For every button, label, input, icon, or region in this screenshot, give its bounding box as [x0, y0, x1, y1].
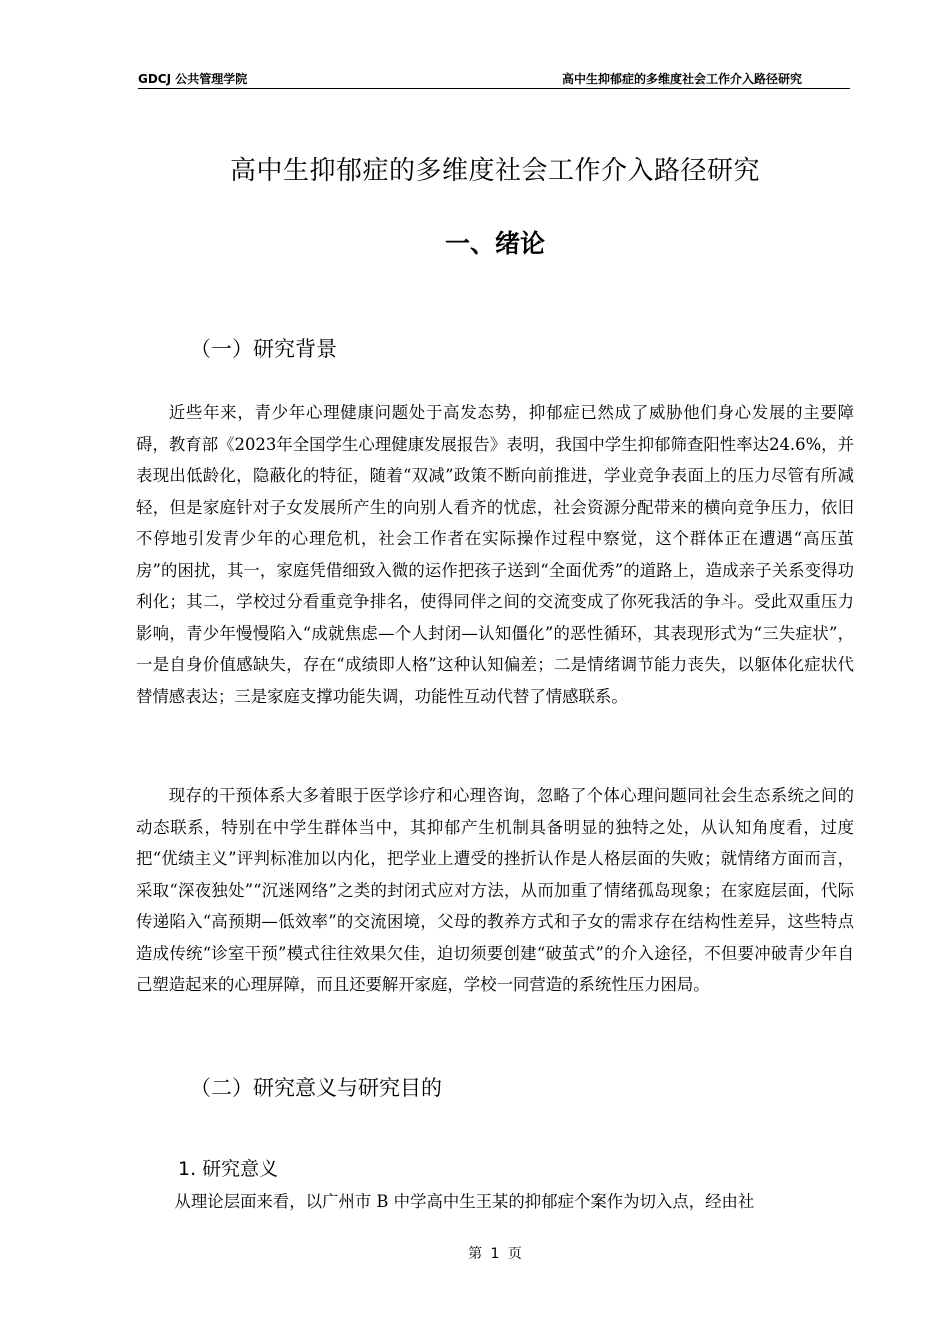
header-institution: GDCJ 公共管理学院 [138, 72, 248, 86]
subsection-heading: 1. 研究意义 [178, 1158, 279, 1180]
chapter-heading: 一、绪论 [444, 229, 545, 258]
section-heading-background: （一）研究背景 [190, 337, 337, 361]
body-paragraph: 从理论层面来看，以广州市 B 中学高中生王某的抑郁症个案作为切入点，经由社 [174, 1192, 755, 1211]
page-number: 第 1 页 [468, 1246, 522, 1262]
header-running-title: 高中生抑郁症的多维度社会工作介入路径研究 [561, 72, 802, 86]
page-header [138, 70, 850, 89]
body-paragraph: 近些年来，青少年心理健康问题处于高发态势，抑郁症已然成了威胁他们身心发展的主要障碍，教育部《2023年全国学生心理健康发展报告》表明，我国中学生抑郁筛查阳性率达24.6%，并表现出低龄化，隐蔽化的特征，随着“双减”政策不断向前推进，学业竞争表面上的压力尽管有所减轻，但是家庭针对子女发展所产生的向别人看齐的忧虑，社会资源分配带来的横向竞争压力，依旧不停地引发青少年的心理危机，社会工作者在实际操作过程中察觉，这个群体正在遭遇“高压茧房”的困扰，其一，家庭凭借细致入微的运作把孩子送到“全面优秀”的道路上，造成亲子关系变得功利化；其二，学校过分看重竞争排名，使得同伴之间的交流变成了你死我活的争斗。受此双重压力影响，青少年慢慢陷入“成就焦虑—个人封闭—认知僵化”的恶性循环，其表现形式为“三失症状”，一是自身价值感缺失，存在“成绩即人格”这种认知偏差；二是情绪调节能力丧失，以躯体化症状代替情感表达；三是家庭支撑功能失调，功能性互动代替了情感联系。 [136, 403, 854, 706]
document-title: 高中生抑郁症的多维度社会工作介入路径研究 [229, 156, 760, 186]
section-heading-significance: （二）研究意义与研究目的 [190, 1076, 442, 1100]
body-paragraph: 现存的干预体系大多着眼于医学诊疗和心理咨询，忽略了个体心理问题同社会生态系统之间的动态联系，特别在中学生群体当中，其抑郁产生机制具备明显的独特之处，从认知角度看，过度把“优绩主义”评判标准加以内化，把学业上遭受的挫折认作是人格层面的失败；就情绪方面而言，采取“深夜独处”“沉迷网络”之类的封闭式应对方法，从而加重了情绪孤岛现象；在家庭层面，代际传递陷入“高预期—低效率”的交流困境，父母的教养方式和子女的需求存在结构性差异，这些特点造成传统“诊室干预”模式往往效果欠佳，迫切须要创建“破茧式”的介入途径，不但要冲破青少年自己塑造起来的心理屏障，而且还要解开家庭，学校一同营造的系统性压力困局。 [136, 786, 854, 994]
